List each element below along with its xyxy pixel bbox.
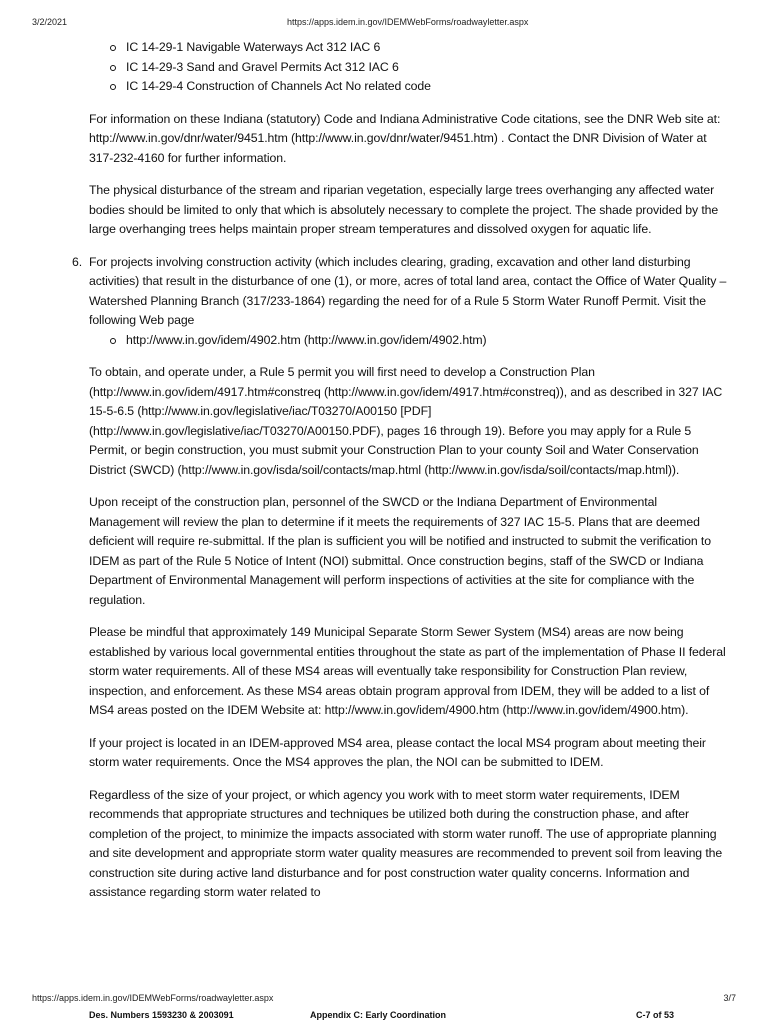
statute-item: IC 14-29-4 Construction of Channels Act No related code <box>108 77 729 97</box>
print-footer-url: https://apps.idem.in.gov/IDEMWebForms/roadwayletter.aspx <box>32 993 274 1003</box>
disturbance-paragraph: The physical disturbance of the stream and riparian vegetation, especially large trees overhanging any affected water bodies should be limited to only that which is absolutely necessary to complete the project. The shade provided by the large overhanging trees helps maintain proper stream temperatures and dissolved oxygen for aquatic life. <box>89 183 719 236</box>
ms4-approved-paragraph: If your project is located in an IDEM-approved MS4 area, please contact the local MS4 program about meeting their storm water requirements. Once the MS4 approves the plan, the NOI can be submitted to IDEM. <box>89 735 706 769</box>
print-date: 3/2/2021 <box>32 17 68 27</box>
dnr-info-paragraph: For information on these Indiana (statutory) Code and Indiana Administrative Code citations, see the DNR Web site at: http://www.in.gov/dnr/water/9451.htm (http://www.in.gov/dnr/water/9451.htm) . Contact the DNR Division of Water at 317-232-4160 for further information. <box>89 111 721 165</box>
document-body <box>72 38 729 903</box>
des-numbers: Des. Numbers 1593230 & 2003091 <box>89 1010 234 1020</box>
statute-list <box>89 38 729 97</box>
plan-review-paragraph: Upon receipt of the construction plan, personnel of the SWCD or the Indiana Department of Environmental Management will review the plan to determine if it meets the requirements of 327 IAC 15-5. Plans that are deemed deficient will require re-submittal. If the plan is sufficient you will be notified and instructed to submit the verification to IDEM as part of the Rule 5 Notice of Intent (NOI) submittal. Once construction begins, staff of the SWCD or Indiana Department of Environmental Management will perform inspections of activities at the site for compliance with the regulation. <box>89 495 711 607</box>
appendix-title: Appendix C: Early Coordination <box>310 1010 447 1020</box>
storm-water-recommendation-paragraph: Regardless of the size of your project, or which agency you work with to meet storm water requirements, IDEM recommends that appropriate structures and techniques be utilized both during the construction phase, and after completion of the project, to minimize the impacts associated with storm water runoff. The use of appropriate planning and site development and appropriate storm water quality measures are recommended to prevent soil from leaving the construction site during active land disturbance and for post construction water quality concerns. Information and assistance regarding storm water related to <box>89 787 723 899</box>
statute-item: IC 14-29-1 Navigable Waterways Act 312 IAC 6 <box>108 38 729 58</box>
ms4-paragraph: Please be mindful that approximately 149 Municipal Separate Storm Sewer System (MS4) areas are now being established by various local governmental entities throughout the state as part of the implementation of Phase II federal storm water requirements. All of these MS4 areas will eventually take responsibility for Construction Plan review, inspection, and enforcement. As these MS4 areas obtain program approval from IDEM, they will be added to a list of MS4 areas posted on the IDEM Website at: http://www.in.gov/idem/4900.htm (http://www.in.gov/idem/4900.htm). <box>89 625 726 717</box>
document-page-number: C-7 of 53 <box>636 1010 675 1020</box>
statute-item: IC 14-29-3 Sand and Gravel Permits Act 312 IAC 6 <box>108 58 729 78</box>
list-number: 6. <box>72 254 83 269</box>
list-item-6 <box>72 253 729 351</box>
rule5-link-list <box>89 331 729 351</box>
construction-activity-paragraph: For projects involving construction activity (which includes clearing, grading, excavation and other land disturbing activities) that result in the disturbance of one (1), or more, acres of total land area, contact the Office of Water Quality – Watershed Planning Branch (317/233-1864) regarding the need for of a Rule 5 Storm Water Runoff Permit. Visit the following Web page <box>89 254 727 327</box>
print-page-number: 3/7 <box>723 993 736 1003</box>
rule5-permit-paragraph: To obtain, and operate under, a Rule 5 permit you will first need to develop a Construction Plan (http://www.in.gov/idem/4917.htm#constreq (http://www.in.gov/idem/4917.htm#constreq)), and as described in 327 IAC 15-5-6.5 (http://www.in.gov/legislative/iac/T03270/A00150 [PDF] (http://www.in.gov/legislative/iac/T03270/A00150.PDF), pages 16 through 19). Before you may apply for a Rule 5 Permit, or begin construction, you must submit your Construction Plan to your county Soil and Water Conservation District (SWCD) (http://www.in.gov/isda/soil/contacts/map.html (http://www.in.gov/isda/soil/contacts/map.html)). <box>89 365 723 477</box>
rule5-web-link[interactable]: http://www.in.gov/idem/4902.htm (http://www.in.gov/idem/4902.htm) <box>108 331 729 351</box>
print-header-url: https://apps.idem.in.gov/IDEMWebForms/roadwayletter.aspx <box>287 17 529 27</box>
